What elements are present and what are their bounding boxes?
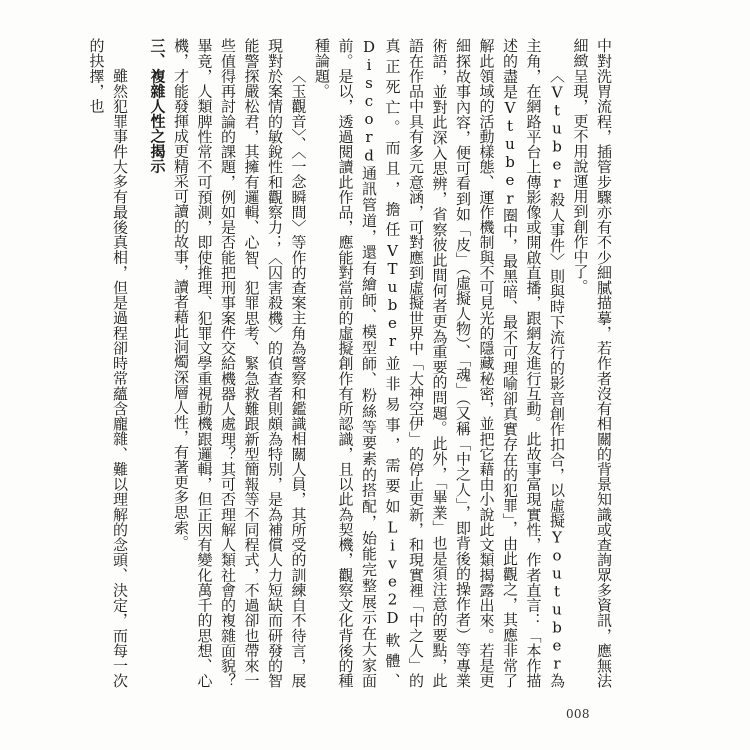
paragraph-4: 雖然犯罪事件大多有最後真相，但是過程卻時常蘊含龐雜、難以理解的念頭、決定，而每一次的抉擇，也 [87, 38, 129, 688]
paragraph-1: 中對洗胃流程，插管步驟亦有不少細膩描摹，若作者沒有相關的背景知識或查詢眾多資訊，應無法細緻呈現，更不用說運用到創作中了。 [571, 38, 613, 688]
vertical-text-column [87, 38, 615, 688]
paragraph-3: 〈玉觀音〉、〈一念瞬間〉等作的查案主角為警察和鑑識相關人員，其所受的訓練自不待言，展現對於案情的敏銳性和觀察力；〈囚害殺機〉的偵查者則頗為特別，是為補償人力短缺而研發的智能警探嚴松君，其擁有邏輯、心智、犯罪思考、緊急救難跟新型簡報等不同程式，不過卻也帶來一些值得再討論的課題，例如是否能把刑事案件交給機器人處理？其可否理解人類社會的複雜面貌？畢竟，人類脾性常不可預測，即使推理、犯罪文學重視動機跟邏輯，但正因有變化萬千的思想、心機，才能發揮成更精采可讀的故事，讀者藉此洞燭深層人性，有著更多思索。 [172, 38, 308, 688]
paragraph-2: 〈Vtuber殺人事件〉則與時下流行的影音創作扣合，以虛擬Youtuber為主角，在網路平台上傳影像或開啟直播，跟網友進行互動。此故事富現實性，作者直言：「本作描述的盡是Vtuber圈中，最黑暗、最不可理喻卻真實存在的犯罪」，由此觀之，其應非常了解此領域的活動樣態、運作機制與不可見光的隱藏秘密，並把它藉由小說此文類揭露出來。若是更細探故事內容，便可看到如「皮」（虛擬人物）、「魂」（又稱「中之人」，即背後的操作者）等專業術語，並對此深入思辨，省察彼此間何者更為重要的問題。此外，「畢業」也是須注意的要點，此語在作品中具有多元意涵，可對應到虛擬世界中「大神空伊」的停止更新，和現實裡「中之人」的真正死亡。而且，擔任VTuber並非易事，需要如Live2D軟體、Discord通訊管道，還有繪師、模型師、粉絲等要素的搭配，始能完整展示在大家面前。是以，透過閱讀此作品，應能對當前的虛擬創作有所認識，且以此為契機，觀察文化背後的種種論題。 [313, 38, 566, 688]
page-number: 008 [566, 707, 590, 721]
section-heading: 三、複雜人性之揭示 [148, 38, 167, 174]
